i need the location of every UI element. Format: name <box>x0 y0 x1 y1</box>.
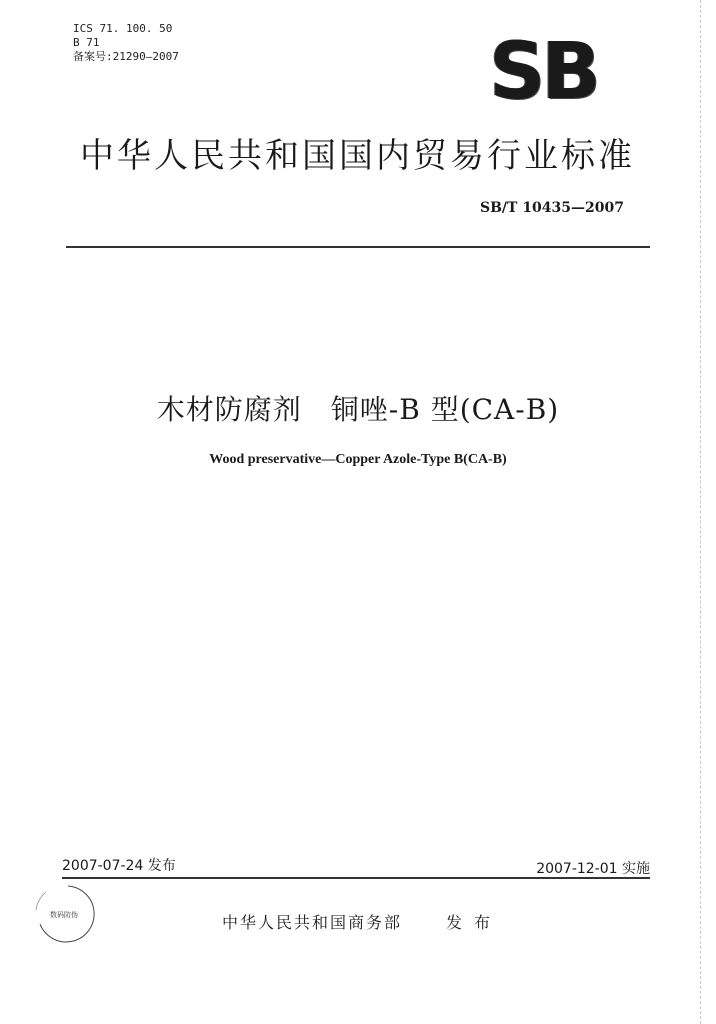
sb-logo <box>474 27 612 117</box>
document-title-english: Wood preservative—Copper Azole-Type B(CA-B) <box>209 452 507 467</box>
ics-code: ICS 71. 100. 50 <box>73 22 173 35</box>
ccs-code: B 71 <box>73 36 100 49</box>
anti-counterfeit-stamp <box>28 880 100 950</box>
sb-logo-text: SB <box>489 27 597 117</box>
scan-edge-line <box>700 0 702 1024</box>
header-divider <box>66 246 650 248</box>
issue-date: 2007-07-24 发布 <box>62 858 176 874</box>
implementation-date: 2007-12-01 实施 <box>536 861 650 877</box>
release-label: 发布 <box>446 913 503 932</box>
document-title-chinese: 木材防腐剂 铜唑-B 型(CA-B) <box>156 393 560 426</box>
standard-number: SB/T 10435—2007 <box>479 200 624 216</box>
document-metadata <box>73 22 179 64</box>
record-number: 备案号:21290—2007 <box>73 50 179 63</box>
footer-divider <box>62 877 650 879</box>
publisher-name: 中华人民共和国商务部 <box>222 913 403 932</box>
industry-standard-heading: 中华人民共和国国内贸易行业标准 <box>80 136 635 176</box>
stamp-text: 数码防伪 <box>50 911 78 919</box>
